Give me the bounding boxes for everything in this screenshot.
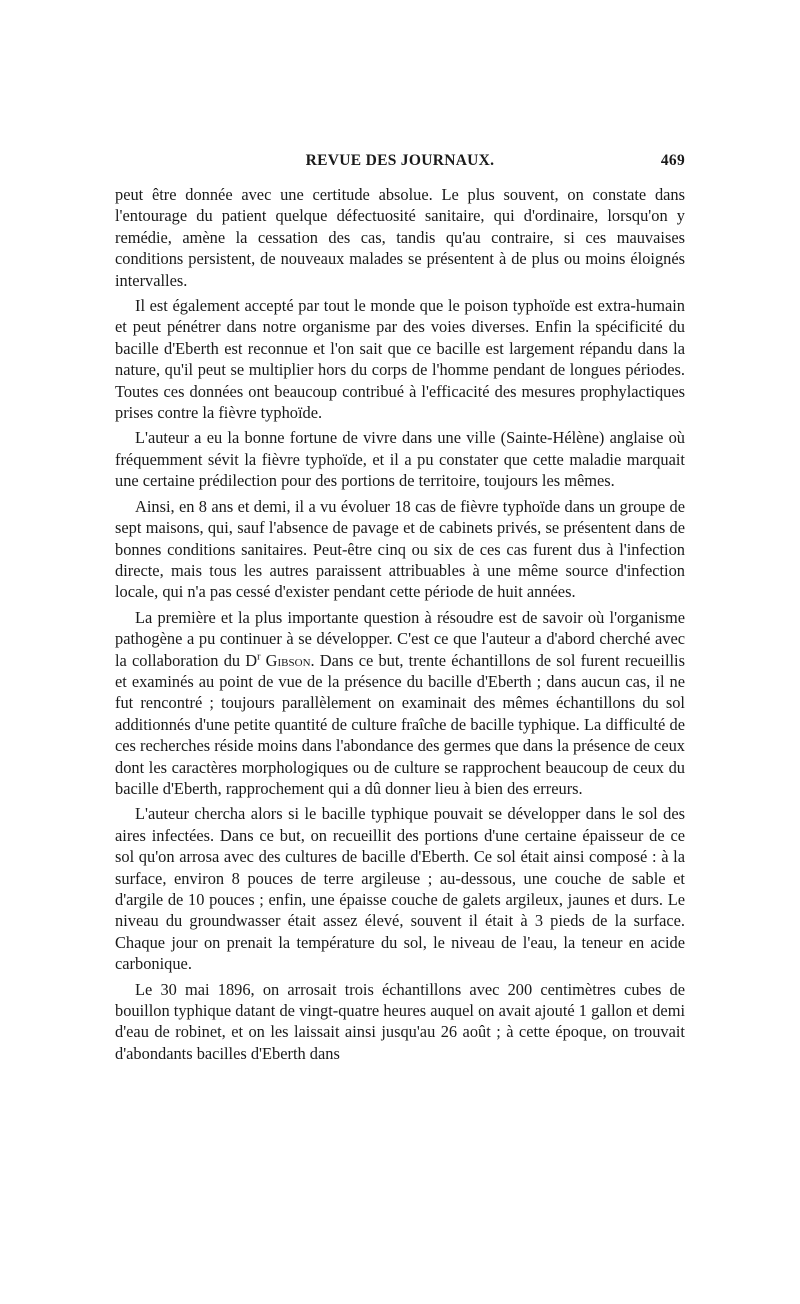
journal-page: [115, 150, 685, 1068]
paragraph-poison-typhoide: Il est également accepté par tout le monde que le poison typhoïde est extra-humain et peut pénétrer dans notre organisme par des voies diverses. Enfin la spécificité du bacille d'Eberth est reconnue et l'on sait que ce bacille est largement répandu dans la nature, qu'il peut se multiplier hors du corps de l'homme pendant de longues périodes. Toutes ces données ont beaucoup contribué à l'efficacité des mesures prophylactiques prises contre la fièvre typhoïde.: [115, 296, 685, 423]
page-number: 469: [660, 152, 685, 169]
paragraph-text-before: La première et la plus importante question à résoudre est de savoir où l'organisme pathogène a pu continuer à se développer. C'est ce que l'auteur a d'abord cherché avec la collaboration du D: [115, 607, 685, 670]
author-name-gibson: Gibson: [265, 650, 311, 670]
paragraph-trente-mai: Le 30 mai 1896, on arrosait trois échantillons avec 200 centimètres cubes de bouillon typhique datant de vingt-quatre heures auquel on avait ajouté 1 gallon et demi d'eau de robinet, et on les laissait ainsi jusqu'au 26 août ; à cette époque, on trouvait d'abondants bacilles d'Eberth dans: [115, 979, 685, 1063]
paragraph-organisme-pathogene: [115, 607, 685, 800]
paragraph-sol-aires-infectees: L'auteur chercha alors si le bacille typhique pouvait se développer dans le sol des aires infectées. Dans ce but, on recueillit des portions d'une certaine épaisseur de ce sol qu'on arrosa avec des cultures de bacille d'Eberth. Ce sol était ainsi composé : à la surface, environ 8 pouces de terre argileuse ; au-dessous, une couche de sable et d'argile de 10 pouces ; enfin, une épaisse couche de galets argileux, jaunes et durs. Le niveau du groundwasser était assez élevé, souvent il était à 3 pieds de la surface. Chaque jour on prenait la température du sol, le niveau de l'eau, la teneur en acide carbonique.: [115, 804, 685, 974]
running-head: [115, 150, 685, 174]
doctor-title-superscript: r: [257, 651, 261, 663]
paragraph-sainte-helene: L'auteur a eu la bonne fortune de vivre dans une ville (Sainte-Hélène) anglaise où fréquemment sévit la fièvre typhoïde, et il a pu constater que cette maladie marquait une certaine prédilection pour des portions de territoire, toujours les mêmes.: [115, 428, 685, 491]
paragraph-text-after: . Dans ce but, trente échantillons de sol furent recueillis et examinés au point de vue de la présence du bacille d'Eberth ; dans aucun cas, il ne fut rencontré ; toujours parallèlement on examinait des mêmes échantillons du sol additionnés d'une petite quantité de culture fraîche de bacille typhique. La difficulté de ces recherches réside moins dans l'abondance des germes que dans la présence de ceux dont les caractères morphologiques ou de culture se rapprochent beaucoup de ceux du bacille d'Eberth, rapprochement qui a dû donner lieu à bien des erreurs.: [115, 650, 685, 798]
paragraph-continuation: peut être donnée avec une certitude absolue. Le plus souvent, on constate dans l'entourage du patient quelque défectuosité sanitaire, qui d'ordinaire, lorsqu'on y remédie, amène la cessation des cas, tandis qu'au contraire, si ces mauvaises conditions persistent, de nouveaux malades se présentent à de plus ou moins éloignés intervalles.: [115, 185, 685, 290]
paragraph-dix-huit-cas: Ainsi, en 8 ans et demi, il a vu évoluer 18 cas de fièvre typhoïde dans un groupe de sept maisons, qui, sauf l'absence de pavage et de cabinets privés, se présentent dans de bonnes conditions sanitaires. Peut-être cinq ou six de ces cas furent dus à l'infection directe, mais tous les autres paraissent attribuables à une même source d'infection locale, qui n'a pas cessé d'exister pendant cette période de huit années.: [115, 496, 685, 602]
running-title: REVUE DES JOURNAUX.: [305, 152, 495, 169]
